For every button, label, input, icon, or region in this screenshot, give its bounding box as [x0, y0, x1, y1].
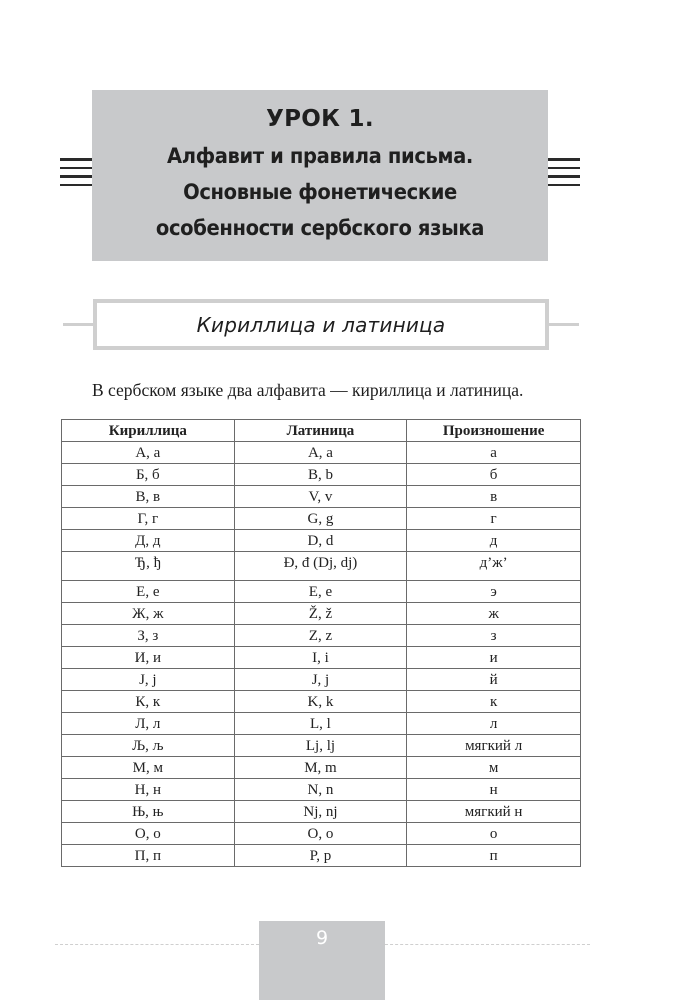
cell-pronunciation: а: [407, 442, 581, 464]
alphabet-table: [61, 419, 581, 867]
lesson-title-line-2: Основные фонетические: [183, 180, 457, 204]
cell-cyrillic: Ж, ж: [62, 603, 235, 625]
column-header-pronunciation: Произношение: [407, 420, 581, 442]
cell-latin: N, n: [234, 779, 407, 801]
cell-pronunciation: м: [407, 757, 581, 779]
cell-pronunciation: в: [407, 486, 581, 508]
cell-pronunciation: ж: [407, 603, 581, 625]
table-row: [62, 735, 581, 757]
cell-cyrillic: Ј, ј: [62, 669, 235, 691]
table-row: [62, 530, 581, 552]
cell-pronunciation: о: [407, 823, 581, 845]
cell-pronunciation: к: [407, 691, 581, 713]
table-row: [62, 647, 581, 669]
cell-pronunciation: г: [407, 508, 581, 530]
table-row: [62, 779, 581, 801]
table-row: [62, 625, 581, 647]
column-header-cyrillic: Кириллица: [62, 420, 235, 442]
lesson-header: [92, 90, 548, 261]
cell-pronunciation: мягкий л: [407, 735, 581, 757]
table-row: [62, 552, 581, 581]
page-number-tab: [259, 921, 385, 1000]
cell-latin: G, g: [234, 508, 407, 530]
table-header-row: [62, 420, 581, 442]
left-decorative-rules: [60, 158, 92, 188]
cell-pronunciation: л: [407, 713, 581, 735]
table-row: [62, 603, 581, 625]
cell-latin: P, p: [234, 845, 407, 867]
cell-cyrillic: Е, е: [62, 581, 235, 603]
table-row: [62, 581, 581, 603]
lesson-title-line-1: Алфавит и правила письма.: [167, 144, 473, 168]
cell-cyrillic: Г, г: [62, 508, 235, 530]
table-row: [62, 669, 581, 691]
cell-pronunciation: з: [407, 625, 581, 647]
cell-cyrillic: И, и: [62, 647, 235, 669]
cell-cyrillic: З, з: [62, 625, 235, 647]
table-row: [62, 486, 581, 508]
cell-latin: Z, z: [234, 625, 407, 647]
table-row: [62, 464, 581, 486]
lesson-number: УРОК 1.: [266, 106, 374, 132]
cell-pronunciation: д’ж’: [407, 552, 581, 581]
table-row: [62, 845, 581, 867]
cell-cyrillic: О, о: [62, 823, 235, 845]
page-number: 9: [315, 927, 329, 949]
cell-cyrillic: Д, д: [62, 530, 235, 552]
cell-cyrillic: Њ, њ: [62, 801, 235, 823]
cell-pronunciation: э: [407, 581, 581, 603]
cell-latin: B, b: [234, 464, 407, 486]
cell-latin: Ž, ž: [234, 603, 407, 625]
cell-pronunciation: мягкий н: [407, 801, 581, 823]
table-row: [62, 823, 581, 845]
cell-pronunciation: и: [407, 647, 581, 669]
table-row: [62, 691, 581, 713]
column-header-latin: Латиница: [234, 420, 407, 442]
cell-latin: O, o: [234, 823, 407, 845]
cell-latin: I, i: [234, 647, 407, 669]
cell-cyrillic: Ђ, ђ: [62, 552, 235, 581]
table-row: [62, 713, 581, 735]
section-subtitle: [93, 299, 549, 350]
cell-pronunciation: д: [407, 530, 581, 552]
table-row: [62, 757, 581, 779]
cell-latin: Đ, đ (Dj, dj): [234, 552, 407, 581]
footer-dashed-rule-left: [55, 944, 259, 945]
cell-cyrillic: А, а: [62, 442, 235, 464]
intro-paragraph: В сербском языке два алфавита — кириллица и латиница.: [92, 380, 524, 400]
cell-pronunciation: й: [407, 669, 581, 691]
cell-cyrillic: Љ, љ: [62, 735, 235, 757]
lesson-title-line-3: особенности сербского языка: [155, 216, 485, 240]
cell-latin: D, d: [234, 530, 407, 552]
table-row: [62, 801, 581, 823]
cell-latin: K, k: [234, 691, 407, 713]
table-row: [62, 508, 581, 530]
footer-dashed-rule-right: [385, 944, 590, 945]
table-body: [62, 442, 581, 867]
cell-cyrillic: Б, б: [62, 464, 235, 486]
subtitle-left-rule: [63, 323, 93, 326]
section-subtitle-text: Кириллица и латиница: [196, 312, 446, 337]
cell-pronunciation: б: [407, 464, 581, 486]
cell-cyrillic: Л, л: [62, 713, 235, 735]
cell-latin: J, j: [234, 669, 407, 691]
cell-latin: M, m: [234, 757, 407, 779]
cell-latin: Nj, nj: [234, 801, 407, 823]
cell-latin: V, v: [234, 486, 407, 508]
table-row: [62, 442, 581, 464]
cell-cyrillic: М, м: [62, 757, 235, 779]
right-decorative-rules: [548, 158, 580, 188]
subtitle-right-rule: [549, 323, 579, 326]
cell-latin: E, e: [234, 581, 407, 603]
cell-cyrillic: В, в: [62, 486, 235, 508]
cell-cyrillic: К, к: [62, 691, 235, 713]
cell-pronunciation: н: [407, 779, 581, 801]
cell-cyrillic: Н, н: [62, 779, 235, 801]
cell-latin: A, a: [234, 442, 407, 464]
cell-cyrillic: П, п: [62, 845, 235, 867]
cell-latin: L, l: [234, 713, 407, 735]
cell-latin: Lj, lj: [234, 735, 407, 757]
cell-pronunciation: п: [407, 845, 581, 867]
